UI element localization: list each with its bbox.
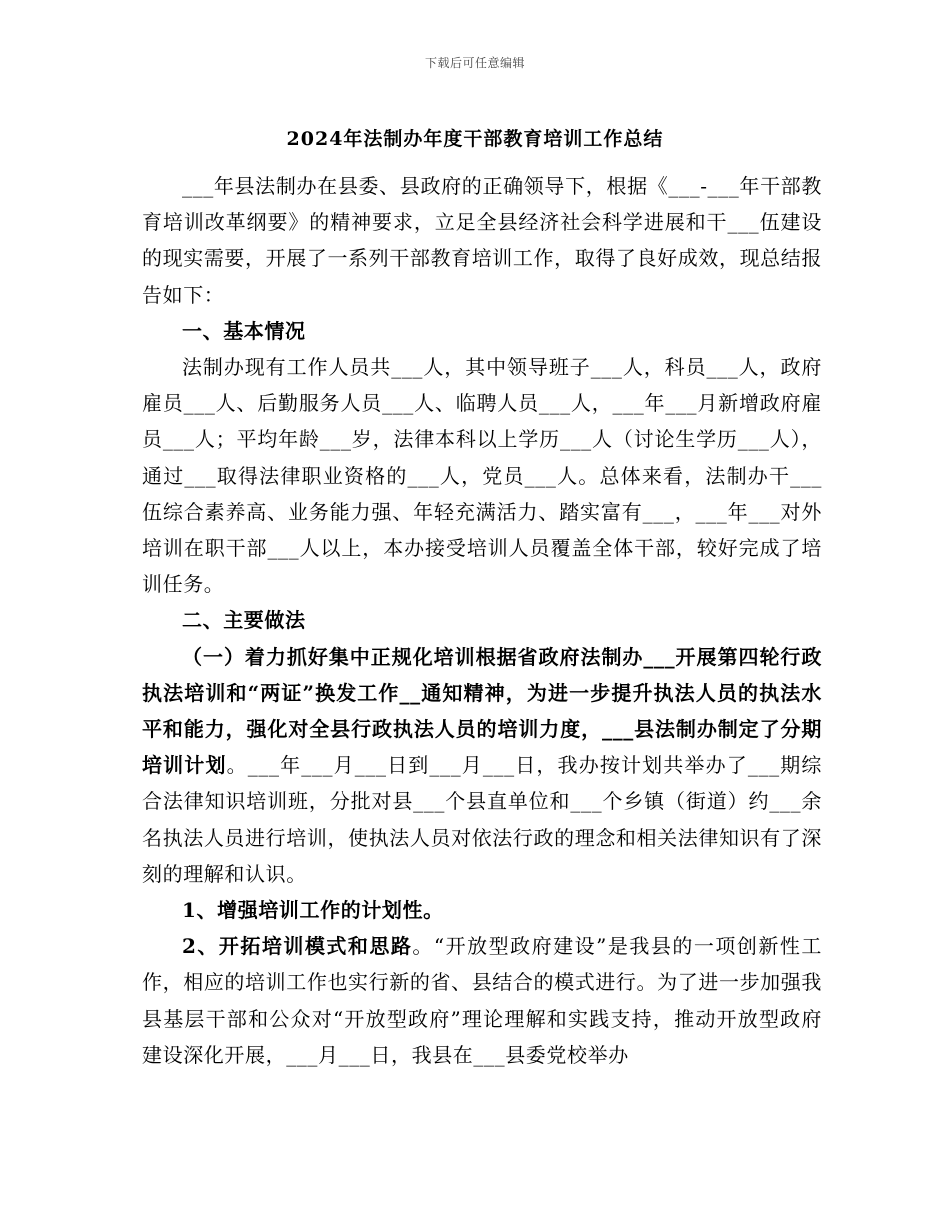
point-2-bold-lead: 2、开拓培训模式和思路 [182,934,413,959]
paragraph-intro: ___年县法制办在县委、县政府的正确领导下，根据《___-___年干部教育培训改革纲要》的精神要求，立足全县经济社会科学进展和干___伍建设的现实需要，开展了一系列干部教育培训工作，取得了良好成效，现总结报告如下： [142,174,822,307]
method-1-text: 。___年___月___日到___月___日，我办按计划共举办了___期综合法律知识培训班，分批对县___个县直单位和___个乡镇（街道）约___余名执法人员进行培训，使执法人员对依法行政的理念和相关法律知识有了深刻的理解和认识。 [142,753,823,886]
section-heading-basic: 一、基本情况 [182,318,306,343]
paragraph-basic-situation: 法制办现有工作人员共___人，其中领导班子___人，科员___人，政府雇员___人、后勤服务人员___人、临聘人员___人，___年___月新增政府雇员___人；平均年龄___岁，法律本科以上学历___人（讨论生学历___人），通过___取得法律职业资格的___人，党员___人。总体来看，法制办干___伍综合素养高、业务能力强、年轻充满活力、踏实富有___，___年___对外培训在职干部___人以上，本办接受培训人员覆盖全体干部，较好完成了培训任务。 [142,355,822,597]
paragraph-point-2 [142,928,822,1073]
point-2-text: 。“开放型政府建设”是我县的一项创新性工作，相应的培训工作也实行新的省、县结合的模式进行。为了进一步加强我县基层干部和公众对“开放型政府”理论理解和实践支持，推动开放型政府建设深化开展，___月___日，我县在___县委党校举办 [142,934,822,1067]
document-title: 2024年法制办年度干部教育培训工作总结 [286,128,664,150]
section-heading-methods: 二、主要做法 [182,608,306,633]
point-1-heading: 1、增强培训工作的计划性。 [182,898,444,923]
header-note: 下载后可任意编辑 [424,56,525,70]
document-body [142,168,822,1073]
paragraph-method-1 [142,639,822,892]
method-1-bold-lead: （一）着力抓好集中正规化培训根据省政府法制办___开展第四轮行政执法培训和“两证”换发工作__通知精神，为进一步提升执法人员的执法水平和能力，强化对全县行政执法人员的培训力度，___县法制办制定了分期培训计划 [142,644,822,778]
